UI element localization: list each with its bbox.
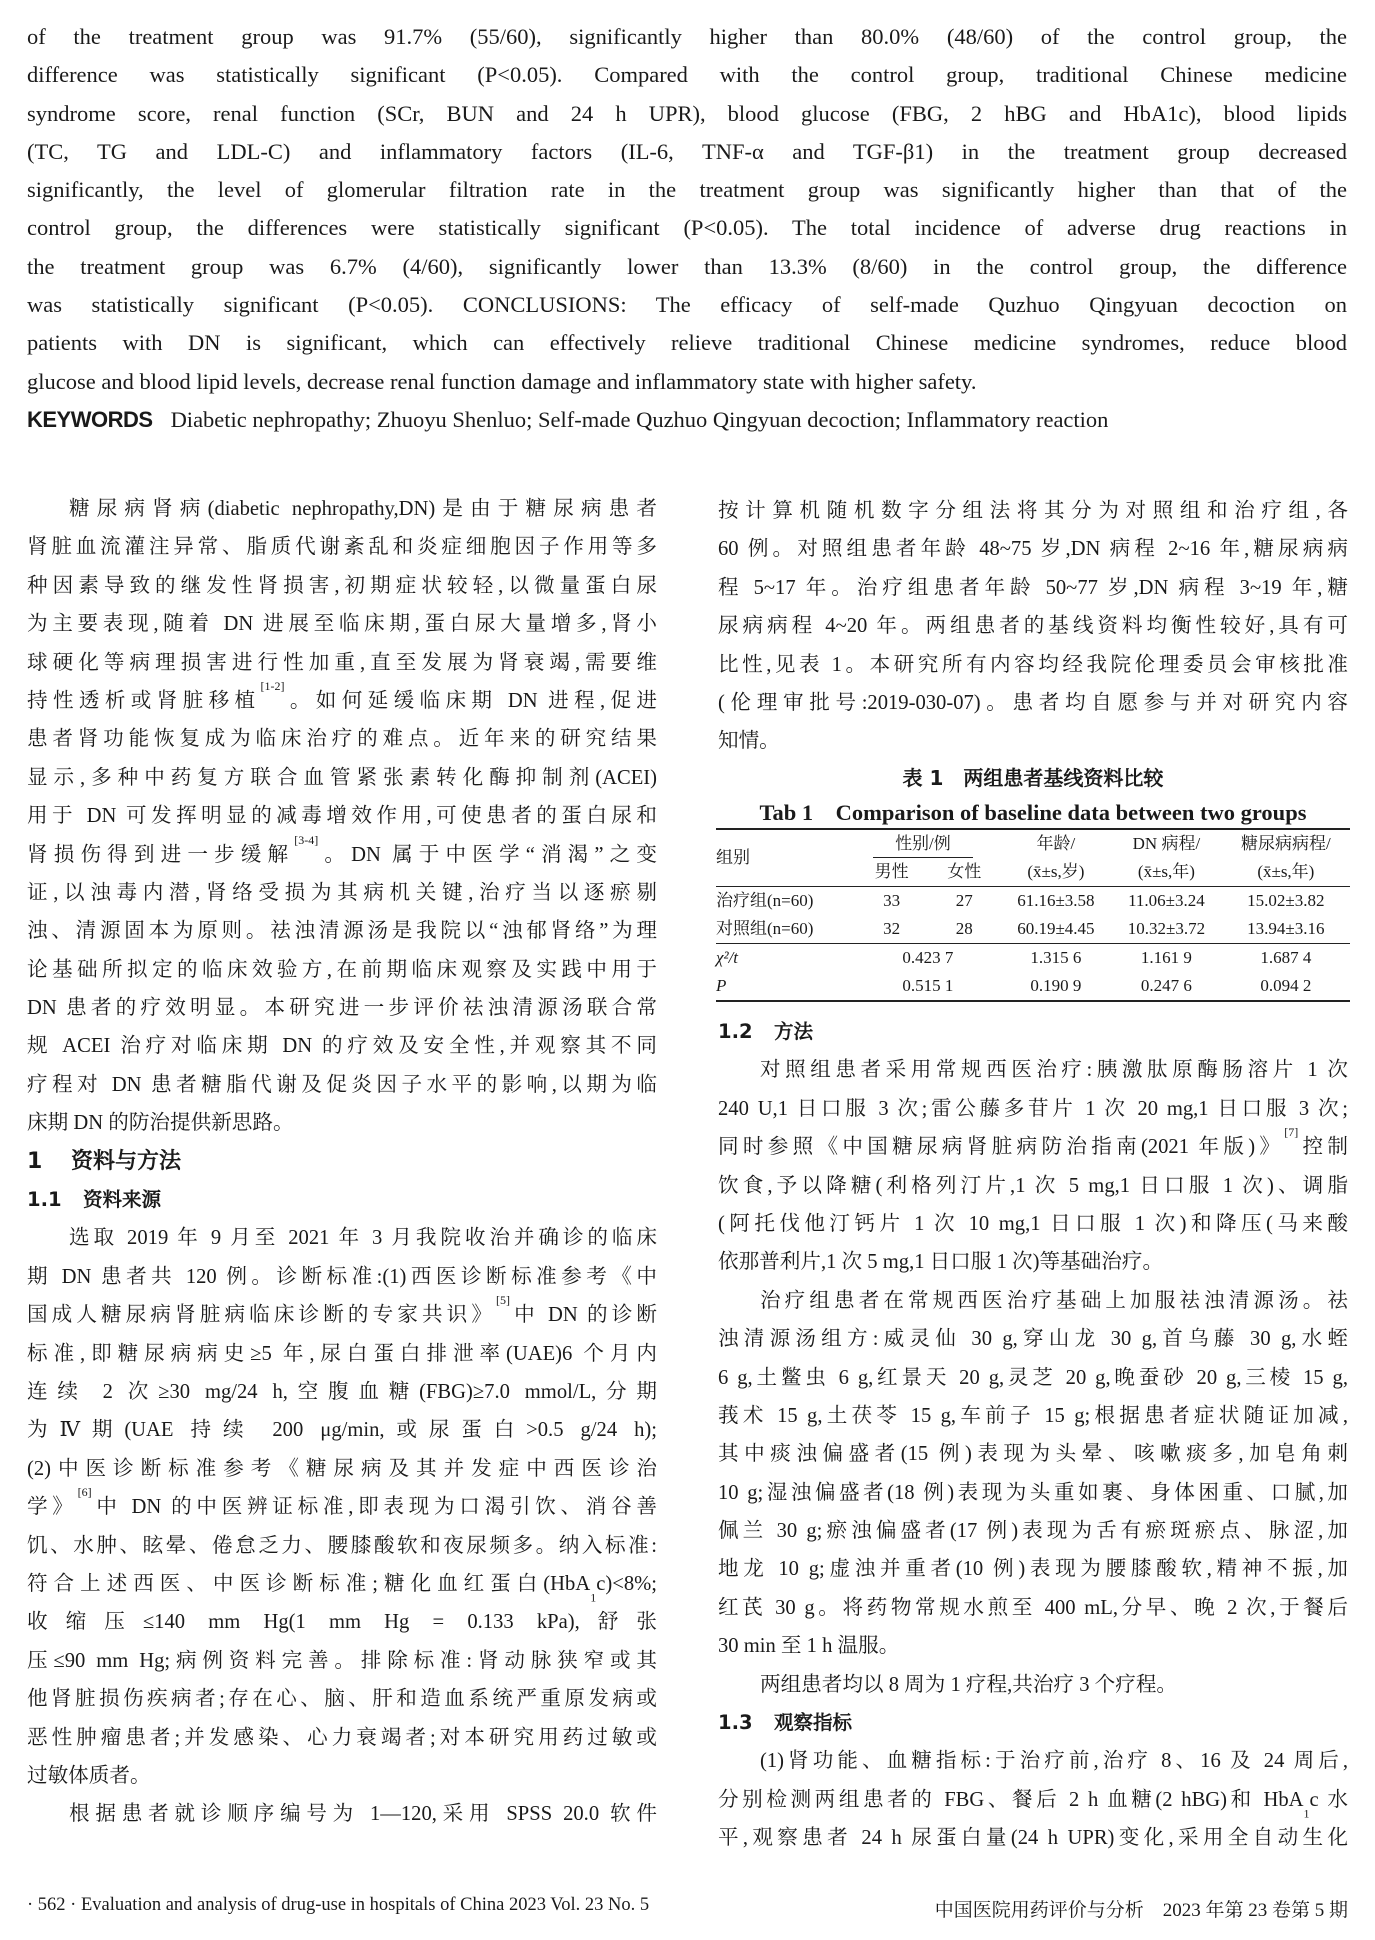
text-run: c)<8%; [596, 1572, 657, 1595]
paragraph-line: 患者肾功能恢复成为临床治疗的难点。近年来的研究结果 [27, 728, 657, 751]
cell-male: 32 [883, 919, 901, 938]
paragraph-line: 240 U,1 日口服 3 次;雷公藤多苷片 1 次 20 mg,1 日口服 3 次; [718, 1097, 1348, 1120]
paragraph-line: 为Ⅳ期(UAE 持续 200 μg/min,或尿蛋白>0.5 g/24 h); [27, 1419, 657, 1442]
section-number: 1 [27, 1148, 43, 1174]
text-run: c 水 [1309, 1788, 1348, 1811]
cell-group: 对照组(n=60) [716, 919, 814, 938]
paragraph-line [27, 1565, 657, 1603]
paragraph-line: 选取 2019 年 9 月至 2021 年 3 月我院收治并确诊的临床 [69, 1227, 657, 1250]
paragraph-line: 收缩压≤140 mm Hg(1 mm Hg = 0.133 kPa),舒张 [27, 1611, 657, 1634]
text-run: 。DN 属于中医学“消渴”之变 [318, 843, 657, 866]
abstract-line: significantly, the level of glomerular filtration rate in the treatment group was significantly higher than that of the [27, 177, 1347, 203]
paragraph-line: 期 DN 患者共 120 例。诊断标准:(1)西医诊断标准参考《中 [27, 1265, 657, 1288]
header-age-unit: (x̄±s,岁) [1027, 862, 1085, 881]
subscript: 1 [1303, 1806, 1310, 1821]
header-gender [855, 829, 1000, 858]
paragraph-line: 种因素导致的继发性肾损害,初期症状较轻,以微量蛋白尿 [27, 574, 657, 597]
table-caption-cn: 表 1 两组患者基线资料比较 [902, 766, 1164, 790]
text-run: 。如何延缓临床期 DN 进程,促进 [284, 689, 657, 712]
paragraph-line: 尿病病程 4~20 年。两组患者的基线资料均衡性较好,具有可 [718, 615, 1348, 638]
paragraph-line: 比性,见表 1。本研究所有内容均经我院伦理委员会审核批准 [718, 653, 1348, 676]
citation[interactable]: [5] [496, 1293, 511, 1308]
cell-group: 治疗组(n=60) [716, 891, 814, 910]
paragraph-line: (阿托伐他汀钙片 1 次 10 mg,1 日口服 1 次)和降压(马来酸 [718, 1212, 1348, 1235]
paragraph-line: 程 5~17 年。治疗组患者年龄 50~77 岁,DN 病程 3~19 年,糖 [718, 576, 1348, 599]
paragraph-line [718, 1781, 1348, 1819]
paragraph-line: 恶性肿瘤患者;并发感染、心力衰竭者;对本研究用药过敏或 [27, 1726, 657, 1749]
header-dm-unit: (x̄±s,年) [1257, 862, 1315, 881]
table-row [716, 887, 1350, 916]
cell-dn: 11.06±3.24 [1128, 891, 1205, 910]
paragraph-line: (伦理审批号:2019-030-07)。患者均自愿参与并对研究内容 [718, 691, 1348, 714]
paragraph-line: 规 ACEI 治疗对临床期 DN 的疗效及安全性,并观察其不同 [27, 1035, 657, 1058]
abstract-block [27, 18, 1347, 439]
paragraph-line: 球硬化等病理损害进行性加重,直至发展为肾衰竭,需要维 [27, 651, 657, 674]
paragraph-line: 用于 DN 可发挥明显的减毒增效作用,可使患者的蛋白尿和 [27, 805, 657, 828]
cell-dn-stat: 1.161 9 [1140, 948, 1192, 967]
section-heading-1-2 [718, 1013, 1348, 1051]
paragraph-line: 平,观察患者 24 h 尿蛋白量(24 h UPR)变化,采用全自动生化 [718, 1827, 1348, 1850]
paragraph-line: 证,以浊毒内潜,肾络受损为其病机关键,治疗当以逐瘀剔 [27, 881, 657, 904]
paragraph-line: 他肾脏损伤疾病者;存在心、脑、肝和造血系统严重原发病或 [27, 1688, 657, 1711]
header-dm: 糖尿病病程/ [1240, 834, 1331, 853]
section-title: 资料与方法 [71, 1148, 182, 1174]
cell-age: 60.19±4.45 [1017, 919, 1095, 938]
abstract-line: of the treatment group was 91.7% (55/60), significantly higher than 80.0% (48/60) of the control group, the [27, 24, 1347, 49]
footer-left: · 562 · Evaluation and analysis of drug-use in hospitals of China 2023 Vol. 23 No. 5 [27, 1895, 650, 1915]
paragraph-line: DN 患者的疗效明显。本研究进一步评价祛浊清源汤联合常 [27, 997, 657, 1020]
paragraph-line: 显示,多种中药复方联合血管紧张素转化酶抑制剂(ACEI) [27, 766, 657, 789]
baseline-table [716, 828, 1350, 1002]
paragraph-line: 红芪 30 g。将药物常规水煎至 400 mL,分早、晚 2 次,于餐后 [718, 1596, 1348, 1619]
table-header-row [716, 829, 1350, 858]
paragraph-line: 肾脏血流灌注异常、脂质代谢紊乱和炎症细胞因子作用等多 [27, 536, 657, 559]
abstract-line: the treatment group was 6.7% (4/60), significantly lower than 13.3% (8/60) in the control group, the difference [27, 253, 1347, 279]
paragraph-line: 糖尿病肾病(diabetic nephropathy,DN)是由于糖尿病患者 [69, 498, 657, 520]
paragraph-line: 按计算机随机数字分组法将其分为对照组和治疗组,各 [718, 500, 1348, 522]
section-heading-1 [27, 1143, 657, 1181]
paragraph-line: 过敏体质者。 [27, 1764, 151, 1787]
footer-right: 中国医院用药评价与分析 2023 年第 23 卷第 5 期 [934, 1900, 1348, 1921]
abstract-line: syndrome score, renal function (SCr, BUN and 24 h UPR), blood glucose (FBG, 2 hBG and HbA1c), blood lipids [27, 100, 1347, 126]
paragraph-line [27, 678, 657, 720]
cell-dm: 13.94±3.16 [1247, 919, 1325, 938]
header-gender-label: 性别/例 [873, 831, 972, 858]
cell-male: 33 [883, 891, 901, 910]
paragraph-line: 佩兰 30 g;瘀浊偏盛者(17 例)表现为舌有瘀斑瘀点、脉涩,加 [718, 1520, 1348, 1543]
header-female: 女性 [947, 862, 982, 881]
section-number: 1.2 [718, 1020, 753, 1043]
text-run: 分别检测两组患者的 FBG、餐后 2 h 血糖(2 hBG)和 HbA [718, 1788, 1304, 1811]
abstract-line: patients with DN is significant, which can effectively relieve traditional Chinese medicine syndromes, reduce blood [27, 330, 1347, 356]
text-run: 中 DN 的中医辨证标准,即表现为口渴引饮、消谷善 [91, 1496, 658, 1519]
paragraph-line [27, 1485, 658, 1526]
stat-label: χ²/t [716, 948, 739, 967]
stat-label: P [716, 976, 727, 995]
paragraph-line [27, 832, 657, 874]
abstract-line: control group, the differences were statistically significant (P<0.05). The total incidence of adverse drug reactions in [27, 215, 1347, 241]
paragraph-line: 治疗组患者在常规西医治疗基础上加服祛浊清源汤。祛 [760, 1289, 1348, 1312]
paragraph-line: 地龙 10 g;虚浊并重者(10 例)表现为腰膝酸软,精神不振,加 [718, 1558, 1348, 1581]
text-run: 肾损伤得到进一步缓解 [27, 843, 295, 866]
paragraph-line: 依那普利片,1 次 5 mg,1 日口服 1 次)等基础治疗。 [718, 1251, 1164, 1274]
paragraph-line: (1)肾功能、血糖指标:于治疗前,治疗 8、16 及 24 周后, [760, 1750, 1348, 1773]
paragraph-line: 根据患者就诊顺序编号为 1—120,采用 SPSS 20.0 软件 [69, 1803, 657, 1826]
paragraph-line: 为主要表现,随着 DN 进展至临床期,蛋白尿大量增多,肾小 [27, 613, 657, 636]
right-column-bottom [718, 1013, 1348, 1858]
paragraph-line [27, 1293, 657, 1334]
cell-gender-stat: 0.515 1 [902, 976, 954, 995]
cell-dm: 15.02±3.82 [1247, 891, 1325, 910]
table-stat-row [716, 944, 1350, 973]
paragraph-line: 莪术 15 g,土茯苓 15 g,车前子 15 g;根据患者症状随证加减, [718, 1404, 1348, 1427]
paragraph-line: 床期 DN 的防治提供新思路。 [27, 1112, 294, 1135]
cell-age-stat: 1.315 6 [1030, 948, 1082, 967]
cell-stat-label [716, 972, 855, 1001]
paragraph-line: 饥、水肿、眩晕、倦怠乏力、腰膝酸软和夜尿频多。纳入标准: [27, 1534, 657, 1557]
keywords-text: Diabetic nephropathy; Zhuoyu Shenluo; Self-made Quzhuo Qingyuan decoction; Inflammatory reaction [170, 406, 1109, 432]
paragraph-line: 其中痰浊偏盛者(15 例)表现为头晕、咳嗽痰多,加皂角刺 [718, 1443, 1348, 1466]
cell-age: 61.16±3.58 [1017, 891, 1095, 910]
paragraph-line: 压≤90 mm Hg;病例资料完善。排除标准:肾动脉狭窄或其 [27, 1649, 657, 1672]
cell-dm-stat: 1.687 4 [1260, 948, 1312, 967]
text-run: 控制 [1298, 1136, 1348, 1159]
cell-dn-stat: 0.247 6 [1140, 976, 1192, 995]
cell-stat-label [716, 944, 855, 973]
paragraph-line: 论基础所拟定的临床效验方,在前期临床观察及实践中用于 [27, 958, 657, 981]
cell-female: 28 [955, 919, 973, 938]
section-number: 1.1 [27, 1188, 62, 1212]
paragraph-line: 连续 2 次≥30 mg/24 h,空腹血糖(FBG)≥7.0 mmol/L,分期 [27, 1380, 657, 1403]
table-caption-en: Tab 1 Comparison of baseline data between two groups [759, 800, 1307, 825]
header-dn: DN 病程/ [1132, 834, 1201, 853]
header-dn-unit: (x̄±s,年) [1137, 862, 1195, 881]
table-row [716, 915, 1350, 944]
table-stat-row [716, 972, 1350, 1001]
section-heading-1-3 [718, 1704, 1348, 1742]
header-male: 男性 [874, 862, 909, 881]
citation[interactable]: [7] [1284, 1125, 1299, 1140]
cell-dn: 10.32±3.72 [1127, 919, 1206, 938]
paragraph-line: 两组患者均以 8 周为 1 疗程,共治疗 3 个疗程。 [760, 1673, 1178, 1696]
cell-age-stat: 0.190 9 [1030, 976, 1082, 995]
section-title: 资料来源 [83, 1188, 162, 1212]
abstract-line: difference was statistically significant (P<0.05). Compared with the control group, traditional Chinese medicine [27, 62, 1347, 88]
paragraph-line: 10 g;湿浊偏盛者(18 例)表现为头重如裹、身体困重、口腻,加 [718, 1481, 1348, 1504]
paragraph-line: 对照组患者采用常规西医治疗:胰激肽原酶肠溶片 1 次 [760, 1059, 1348, 1082]
header-group: 组别 [716, 848, 750, 867]
text-run: 持性透析或肾脏移植 [27, 689, 261, 712]
keywords-line [27, 401, 1347, 439]
abstract-line: (TC, TG and LDL-C) and inflammatory factors (IL-6, TNF-α and TGF-β1) in the treatment group decreased [27, 138, 1347, 164]
paragraph-line: 浊清源汤组方:威灵仙 30 g,穿山龙 30 g,首乌藤 30 g,水蛭 [718, 1328, 1348, 1351]
abstract-line: glucose and blood lipid levels, decrease renal function damage and inflammatory state with higher safety. [27, 368, 977, 394]
text-run: 同时参照《中国糖尿病肾脏病防治指南(2021 年版)》 [718, 1136, 1285, 1159]
keywords-label: KEYWORDS [27, 406, 153, 432]
citation[interactable]: [1-2] [260, 678, 285, 693]
paragraph-line: (2)中医诊断标准参考《糖尿病及其并发症中西医诊治 [27, 1457, 657, 1480]
cell-gender-stat: 0.423 7 [902, 948, 954, 967]
paragraph-line: 浊、清源固本为原则。祛浊清源汤是我院以“浊郁肾络”为理 [27, 920, 657, 943]
paragraph-line: 知情。 [718, 730, 780, 753]
section-number: 1.3 [718, 1711, 753, 1735]
text-run: 国成人糖尿病肾脏病临床诊断的专家共识》 [27, 1304, 497, 1327]
paragraph-line: 疗程对 DN 患者糖脂代谢及促炎因子水平的影响,以期为临 [27, 1073, 657, 1096]
paragraph-line: 标准,即糖尿病病史≥5 年,尿白蛋白排泄率(UAE)6 个月内 [27, 1342, 657, 1365]
paragraph-line: 60 例。对照组患者年龄 48~75 岁,DN 病程 2~16 年,糖尿病病 [718, 538, 1348, 561]
cell-dm-stat: 0.094 2 [1260, 976, 1312, 995]
citation[interactable]: [3-4] [294, 832, 319, 847]
abstract-line: was statistically significant (P<0.05). CONCLUSIONS: The efficacy of self-made Quzhuo Qingyuan decoction on [27, 292, 1347, 318]
paragraph-line: 饮食,予以降糖(利格列汀片,1 次 5 mg,1 日口服 1 次)、调脂 [718, 1174, 1348, 1197]
text-run: 中 DN 的诊断 [510, 1304, 657, 1327]
paragraph-line: 6 g,土鳖虫 6 g,红景天 20 g,灵芝 20 g,晚蚕砂 20 g,三棱 15 g, [718, 1366, 1348, 1389]
right-column-top [718, 492, 1348, 761]
paragraph-line [718, 1125, 1348, 1166]
header-age: 年龄/ [1036, 834, 1076, 853]
left-column [27, 490, 657, 1834]
text-run: 符合上述西医、中医诊断标准;糖化血红蛋白(HbA [27, 1572, 591, 1595]
section-title: 方法 [774, 1020, 814, 1043]
section-title: 观察指标 [774, 1711, 853, 1735]
citation[interactable]: [6] [77, 1485, 92, 1500]
cell-female: 27 [955, 891, 973, 910]
section-heading-1-1 [27, 1181, 657, 1219]
text-run: 学》 [27, 1496, 78, 1519]
subscript: 1 [590, 1590, 597, 1605]
paragraph-line: 30 min 至 1 h 温服。 [718, 1635, 900, 1658]
